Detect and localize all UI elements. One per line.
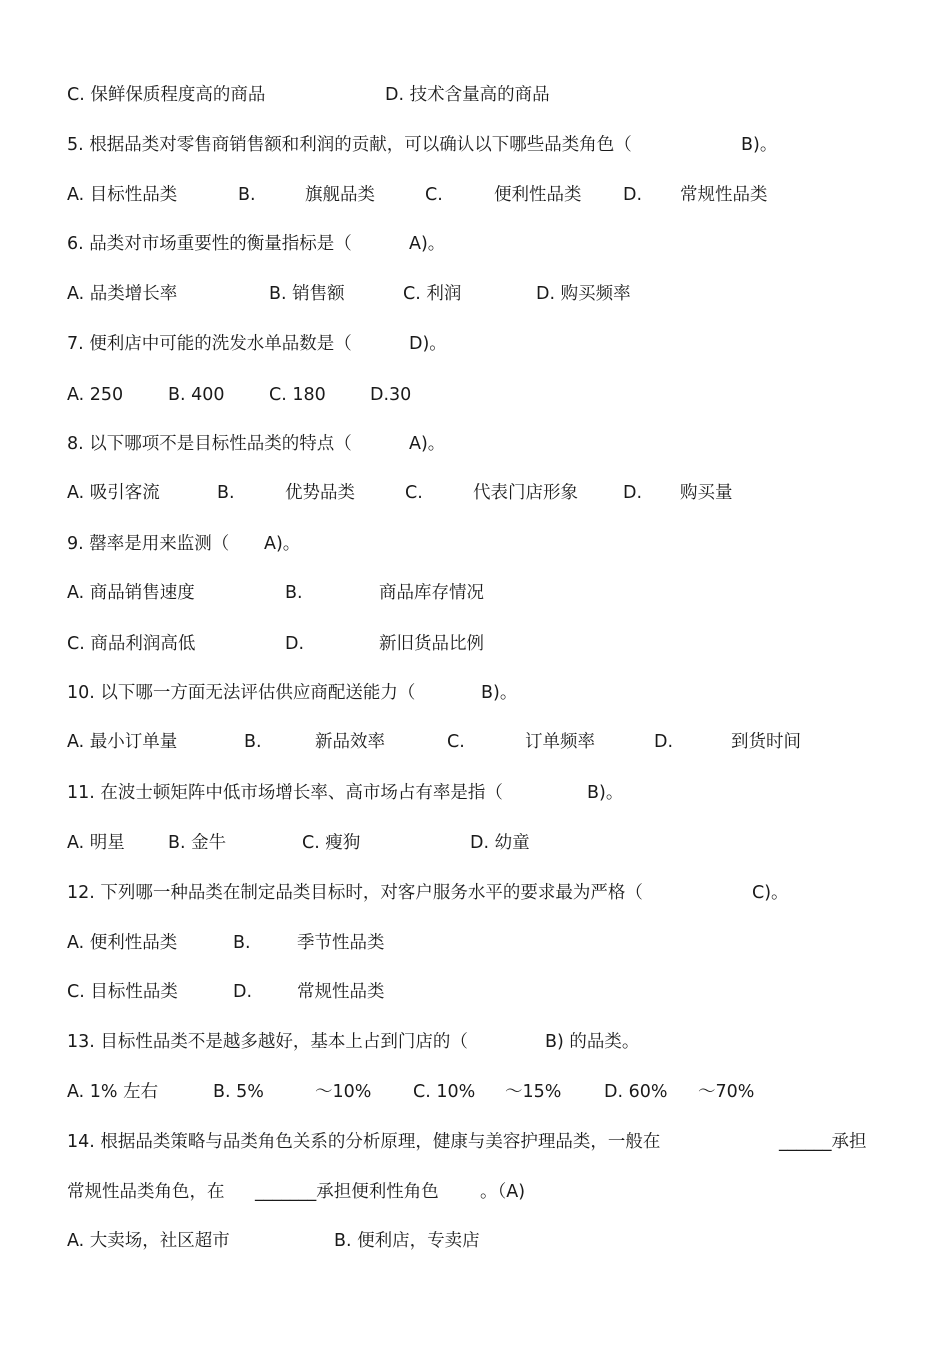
option: 商品库存情况 [379, 583, 484, 603]
option: B. 400 [168, 385, 225, 405]
option: D. 60% [604, 1082, 668, 1102]
option: B. 销售额 [269, 284, 345, 304]
question-text: 8. 以下哪项不是目标性品类的特点（ [67, 434, 352, 454]
answer-key: B)。 [741, 135, 778, 155]
option: A. 便利性品类 [67, 933, 178, 953]
question-text: 10. 以下哪一方面无法评估供应商配送能力（ [67, 683, 416, 703]
option: 新旧货品比例 [379, 634, 484, 654]
option-letter: D. [654, 732, 674, 752]
option: ～15% [505, 1082, 562, 1102]
question-text: 13. 目标性品类不是越多越好，基本上占到门店的（ [67, 1032, 468, 1052]
option-letter: D. [623, 185, 643, 205]
question-text: 5. 根据品类对零售商销售额和利润的贡献，可以确认以下哪些品类角色（ [67, 135, 632, 155]
question-text: 11. 在波士顿矩阵中低市场增长率、高市场占有率是指（ [67, 783, 503, 803]
question-text: 常规性品类角色，在 [67, 1182, 225, 1202]
answer-key: A)。 [264, 534, 301, 554]
option: C. 瘦狗 [302, 833, 361, 853]
option-letter: D. [623, 483, 643, 503]
option: A. 大卖场，社区超市 [67, 1231, 230, 1251]
answer-key: A)。 [409, 434, 446, 454]
option: 到货时间 [731, 732, 801, 752]
option: 新品效率 [315, 732, 385, 752]
line-part: D. 技术含量高的商品 [385, 85, 550, 105]
option: A. 目标性品类 [67, 185, 178, 205]
question-text: 6. 品类对市场重要性的衡量指标是（ [67, 234, 352, 254]
option: D.30 [370, 385, 412, 405]
option: B. 5% [213, 1082, 264, 1102]
option: 旗舰品类 [305, 185, 375, 205]
question-text: 7. 便利店中可能的洗发水单品数是（ [67, 334, 352, 354]
option: B. 便利店，专卖店 [334, 1231, 480, 1251]
option: 优势品类 [285, 483, 355, 503]
option-letter: B. [285, 583, 303, 603]
option: ～70% [698, 1082, 755, 1102]
option: 常规性品类 [680, 185, 768, 205]
option: A. 明星 [67, 833, 125, 853]
option-letter: C. [425, 185, 443, 205]
option: B. 金牛 [168, 833, 227, 853]
option-letter: C. [405, 483, 423, 503]
answer-key: B)。 [587, 783, 624, 803]
option: C. 10% [413, 1082, 476, 1102]
option: C. 目标性品类 [67, 982, 178, 1002]
question-text: 12. 下列哪一种品类在制定品类目标时，对客户服务水平的要求最为严格（ [67, 883, 643, 903]
option: C. 利润 [403, 284, 462, 304]
option-letter: B. [244, 732, 262, 752]
question-text: 9. 罄率是用来监测（ [67, 534, 230, 554]
answer-key: D)。 [409, 334, 447, 354]
answer-key: 。（A) [480, 1182, 526, 1202]
answer-key: A)。 [409, 234, 446, 254]
option-letter: B. [233, 933, 251, 953]
option: A. 最小订单量 [67, 732, 178, 752]
option: ～10% [315, 1082, 372, 1102]
option: A. 吸引客流 [67, 483, 160, 503]
option: 订单频率 [525, 732, 595, 752]
option: 季节性品类 [297, 933, 385, 953]
option: A. 品类增长率 [67, 284, 178, 304]
option: A. 250 [67, 385, 124, 405]
option-letter: C. [447, 732, 465, 752]
option: 购买量 [680, 483, 733, 503]
option: 便利性品类 [494, 185, 582, 205]
option-letter: D. [233, 982, 253, 1002]
option: D. 幼童 [470, 833, 530, 853]
question-text: 14. 根据品类策略与品类角色关系的分析原理，健康与美容护理品类，一般在 [67, 1132, 661, 1152]
option-letter: B. [238, 185, 256, 205]
option-letter: B. [217, 483, 235, 503]
answer-key: B) 的品类。 [545, 1032, 640, 1052]
option: D. 购买频率 [536, 284, 631, 304]
option-letter: D. [285, 634, 305, 654]
answer-key: B)。 [481, 683, 518, 703]
option: C. 180 [269, 385, 326, 405]
option: C. 商品利润高低 [67, 634, 196, 654]
option: 代表门店形象 [473, 483, 578, 503]
blank-fill: _______承担便利性角色 [255, 1182, 439, 1202]
line-part: C. 保鲜保质程度高的商品 [67, 85, 266, 105]
option: 常规性品类 [297, 982, 385, 1002]
answer-key: C)。 [752, 883, 789, 903]
option: A. 商品销售速度 [67, 583, 195, 603]
option: A. 1% 左右 [67, 1082, 159, 1102]
blank-fill: ______承担 [779, 1132, 867, 1152]
